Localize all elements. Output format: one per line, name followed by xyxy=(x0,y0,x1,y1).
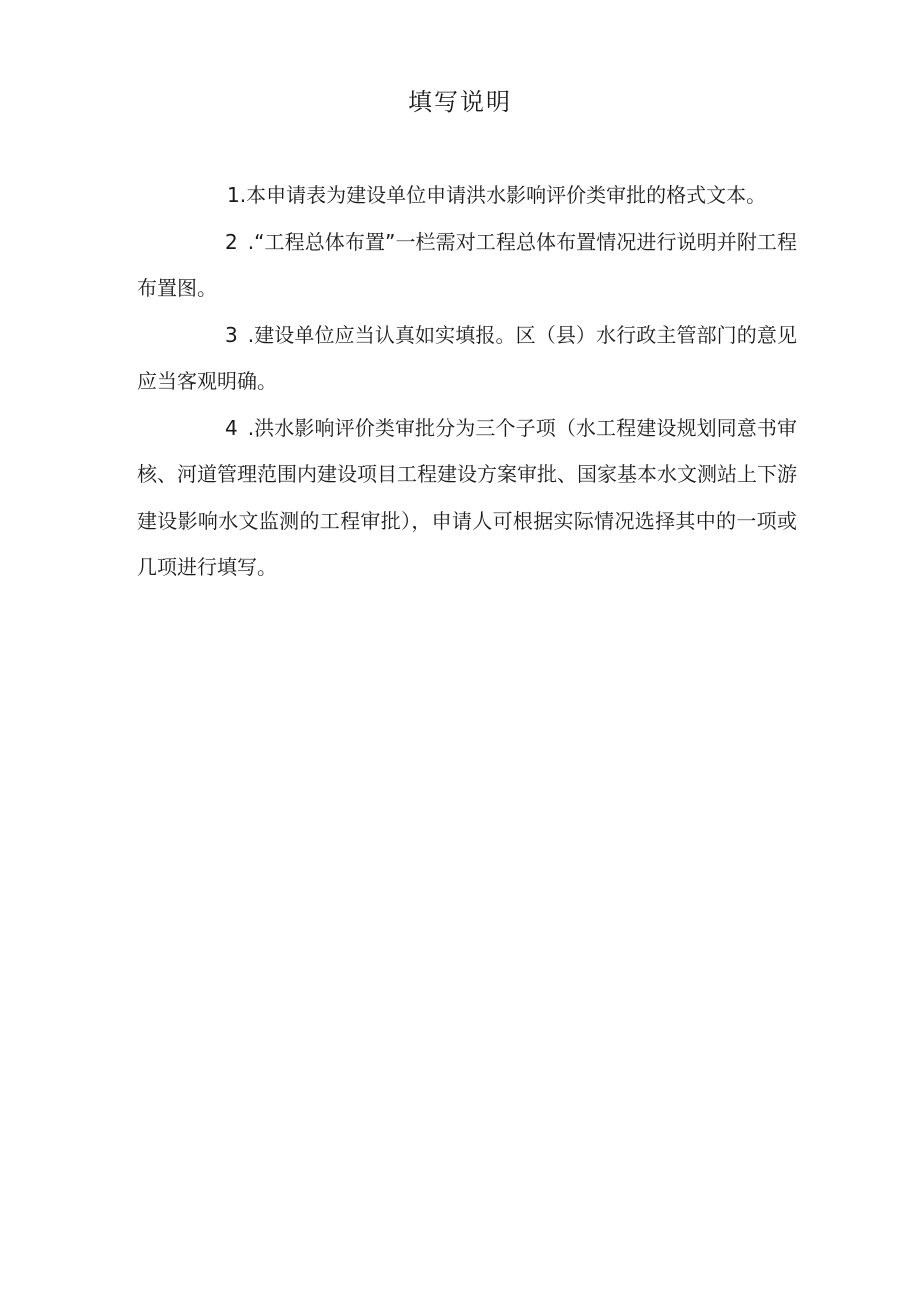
item-text: “工程总体布置”一栏需对工程总体布置情况进行说明并附工程布置图。 xyxy=(137,229,797,300)
item-text: 洪水影响评价类审批分为三个子项（水工程建设规划同意书审核、河道管理范围内建设项目工程建设方案审批、国家基本水文测站上下游建设影响水文监测的工程审批），申请人可根据实际情况选择其中的一项或几项进行填写。 xyxy=(137,415,797,579)
item-number: 1. xyxy=(227,183,247,207)
item-separator: . xyxy=(247,322,255,347)
item-separator: . xyxy=(247,415,255,440)
instructions-body xyxy=(137,172,797,591)
instruction-item-1 xyxy=(137,172,797,219)
page-title: 填写说明 xyxy=(408,88,512,116)
instruction-item-4 xyxy=(137,405,797,591)
item-separator: . xyxy=(247,229,255,254)
item-number: 4 xyxy=(225,415,238,440)
item-text: 建设单位应当认真如实填报。区（县）水行政主管部门的意见应当客观明确。 xyxy=(137,322,797,393)
instruction-item-3 xyxy=(137,312,797,405)
instruction-item-2 xyxy=(137,219,797,312)
item-number: 3 xyxy=(225,322,238,347)
item-number: 2 xyxy=(225,229,238,254)
item-text: 本申请表为建设单位申请洪水影响评价类审批的格式文本。 xyxy=(246,183,767,207)
